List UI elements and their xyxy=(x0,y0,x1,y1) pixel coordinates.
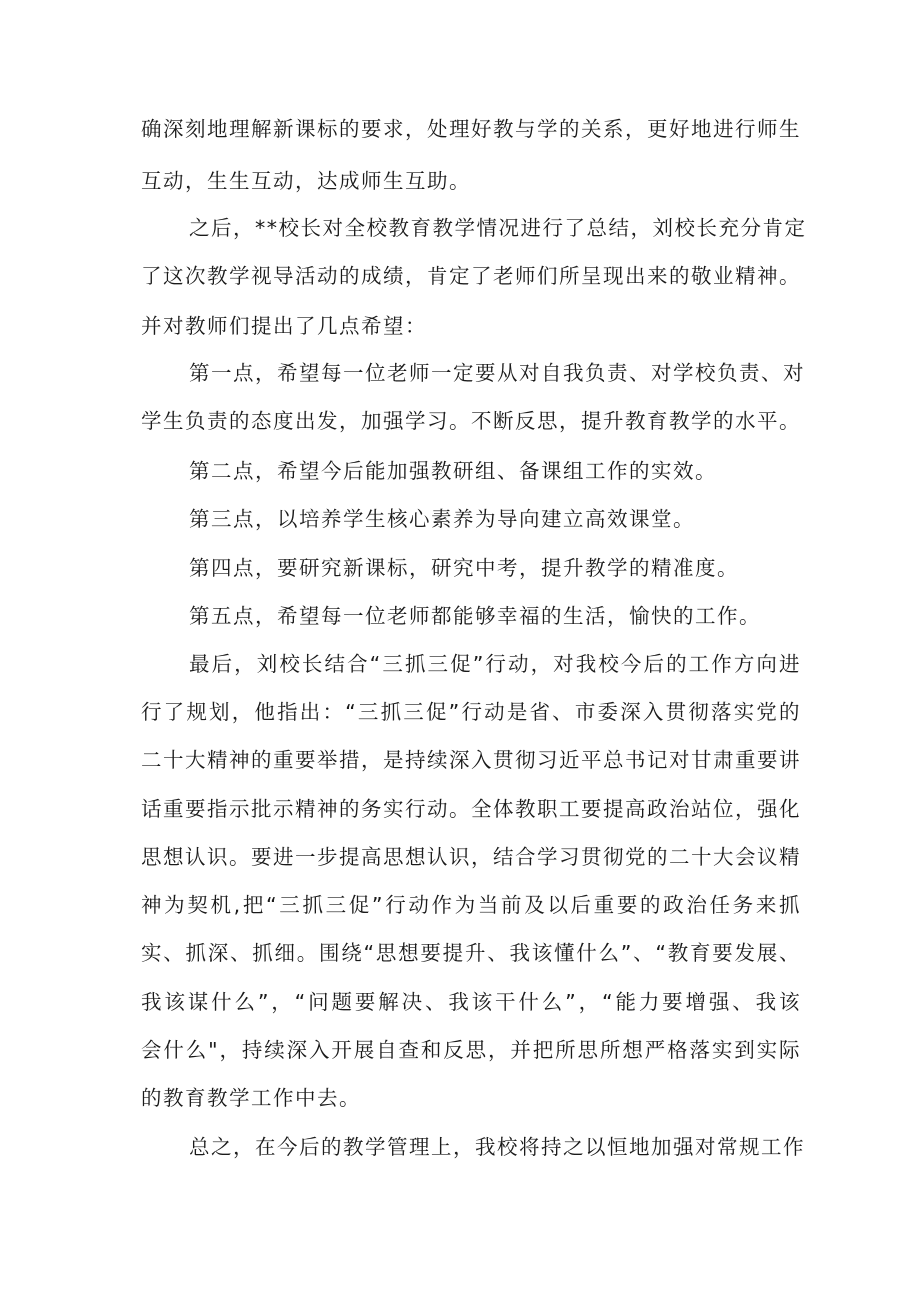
text-line: 思想认识。要进一步提高思想认识，结合学习贯彻党的二十大会议精 xyxy=(141,845,801,869)
text-line: 第三点，以培养学生核心素养为导向建立高效课堂。 xyxy=(189,507,695,531)
text-line: 第四点，要研究新课标，研究中考，提升教学的精准度。 xyxy=(189,556,739,580)
text-line: 二十大精神的重要举措，是持续深入贯彻习近平总书记对甘肃重要讲 xyxy=(141,748,801,772)
text-line: 互动，生生互动，达成师生互助。 xyxy=(141,169,471,193)
text-line: 第一点，希望每一位老师一定要从对自我负责、对学校负责、对 xyxy=(189,361,805,385)
text-line: 的教育教学工作中去。 xyxy=(141,1086,361,1110)
text-line: 学生负责的态度出发，加强学习。不断反思，提升教育教学的水平。 xyxy=(141,409,801,433)
text-line: 之后，**校长对全校教育教学情况进行了总结，刘校长充分肯定 xyxy=(189,216,807,240)
text-line: 行了规划，他指出：“三抓三促”行动是省、市委深入贯彻落实党的 xyxy=(141,700,801,724)
text-line: 会什么"，持续深入开展自查和反思，并把所思所想严格落实到实际 xyxy=(141,1038,801,1062)
text-line: 并对教师们提出了几点希望： xyxy=(141,314,427,338)
text-line: 第二点，希望今后能加强教研组、备课组工作的实效。 xyxy=(189,459,717,483)
text-line: 确深刻地理解新课标的要求，处理好教与学的关系，更好地进行师生 xyxy=(141,117,801,141)
text-line: 我该谋什么”，“问题要解决、我该干什么”，“能力要增强、我该 xyxy=(141,990,801,1014)
text-line: 神为契机,把“三抓三促”行动作为当前及以后重要的政治任务来抓 xyxy=(141,893,801,917)
text-line: 话重要指示批示精神的务实行动。全体教职工要提高政治站位，强化 xyxy=(141,797,801,821)
text-line: 第五点，希望每一位老师都能够幸福的生活，愉快的工作。 xyxy=(189,604,761,628)
text-line: 实、抓深、抓细。围绕“思想要提升、我该懂什么”、“教育要发展、 xyxy=(141,941,801,965)
text-line: 最后，刘校长结合“三抓三促”行动，对我校今后的工作方向进 xyxy=(189,652,801,676)
text-line: 了这次教学视导活动的成绩，肯定了老师们所呈现出来的敬业精神。 xyxy=(141,264,801,288)
text-line: 总之，在今后的教学管理上，我校将持之以恒地加强对常规工作 xyxy=(189,1135,805,1159)
